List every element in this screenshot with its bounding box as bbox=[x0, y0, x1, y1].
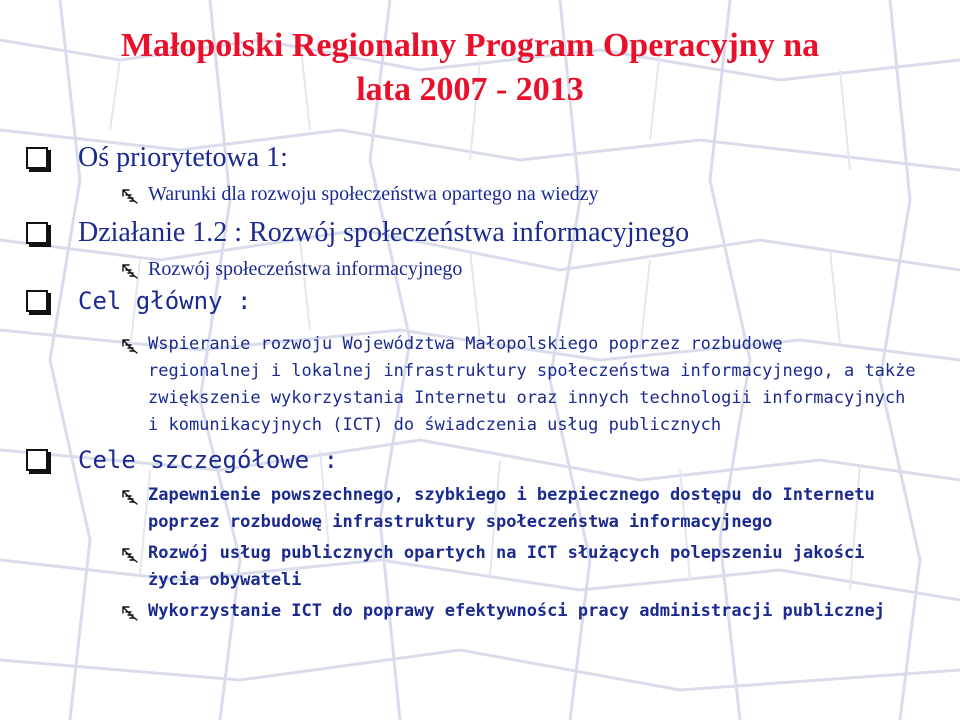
list-item bbox=[120, 331, 916, 439]
pointing-hand-icon bbox=[120, 336, 140, 356]
item-line: Wspieranie rozwoju Województwa Małopolskiego poprzez rozbudowę bbox=[148, 334, 783, 354]
item-line: zwiększenie wykorzystania Internetu oraz innych technologii informacyjnych bbox=[148, 388, 906, 408]
item-line: Wykorzystanie ICT do poprawy efektywności pracy administracji publicznej bbox=[148, 601, 885, 621]
item-line: Warunki dla rozwoju społeczeństwa opartego na wiedzy bbox=[148, 183, 599, 205]
pointing-hand-icon bbox=[120, 487, 140, 507]
list-item bbox=[120, 181, 598, 208]
title-line-1: Małopolski Regionalny Program Operacyjny na bbox=[120, 27, 820, 64]
item-line: Rozwój usług publicznych opartych na ICT służących polepszeniu jakości bbox=[148, 543, 865, 563]
pointing-hand-icon bbox=[120, 545, 140, 565]
checkbox-square-icon bbox=[26, 147, 48, 169]
item-line: i komunikacyjnych (ICT) do świadczenia usług publicznych bbox=[148, 415, 722, 435]
item-line: Rozwój społeczeństwa informacyjnego bbox=[148, 258, 463, 280]
section-label: Cel główny : bbox=[78, 287, 252, 315]
list-item bbox=[120, 256, 462, 283]
pointing-hand-icon bbox=[120, 261, 140, 281]
section-label: Oś priorytetowa 1: bbox=[78, 142, 288, 173]
item-line: Zapewnienie powszechnego, szybkiego i bezpiecznego dostępu do Internetu bbox=[148, 485, 875, 505]
list-item bbox=[120, 540, 864, 594]
slide-title bbox=[60, 24, 880, 112]
section-cele-szczegolowe bbox=[24, 446, 338, 474]
list-item bbox=[120, 482, 875, 536]
item-line: regionalnej i lokalnej infrastruktury społeczeństwa informacyjnego, a także bbox=[148, 361, 916, 381]
checkbox-square-icon bbox=[26, 290, 48, 312]
section-label: Działanie 1.2 : Rozwój społeczeństwa informacyjnego bbox=[78, 217, 690, 248]
section-dzialanie bbox=[24, 217, 689, 249]
item-line: życia obywateli bbox=[148, 570, 302, 590]
pointing-hand-icon bbox=[120, 603, 140, 623]
section-label: Cele szczegółowe : bbox=[78, 446, 339, 474]
section-os-priorytetowa bbox=[24, 142, 288, 174]
list-item bbox=[120, 598, 885, 625]
section-cel-glowny bbox=[24, 287, 251, 315]
checkbox-square-icon bbox=[26, 449, 48, 471]
title-line-2: lata 2007 - 2013 bbox=[356, 71, 584, 108]
item-line: poprzez rozbudowę infrastruktury społeczeństwa informacyjnego bbox=[148, 512, 773, 532]
checkbox-square-icon bbox=[26, 222, 48, 244]
pointing-hand-icon bbox=[120, 186, 140, 206]
